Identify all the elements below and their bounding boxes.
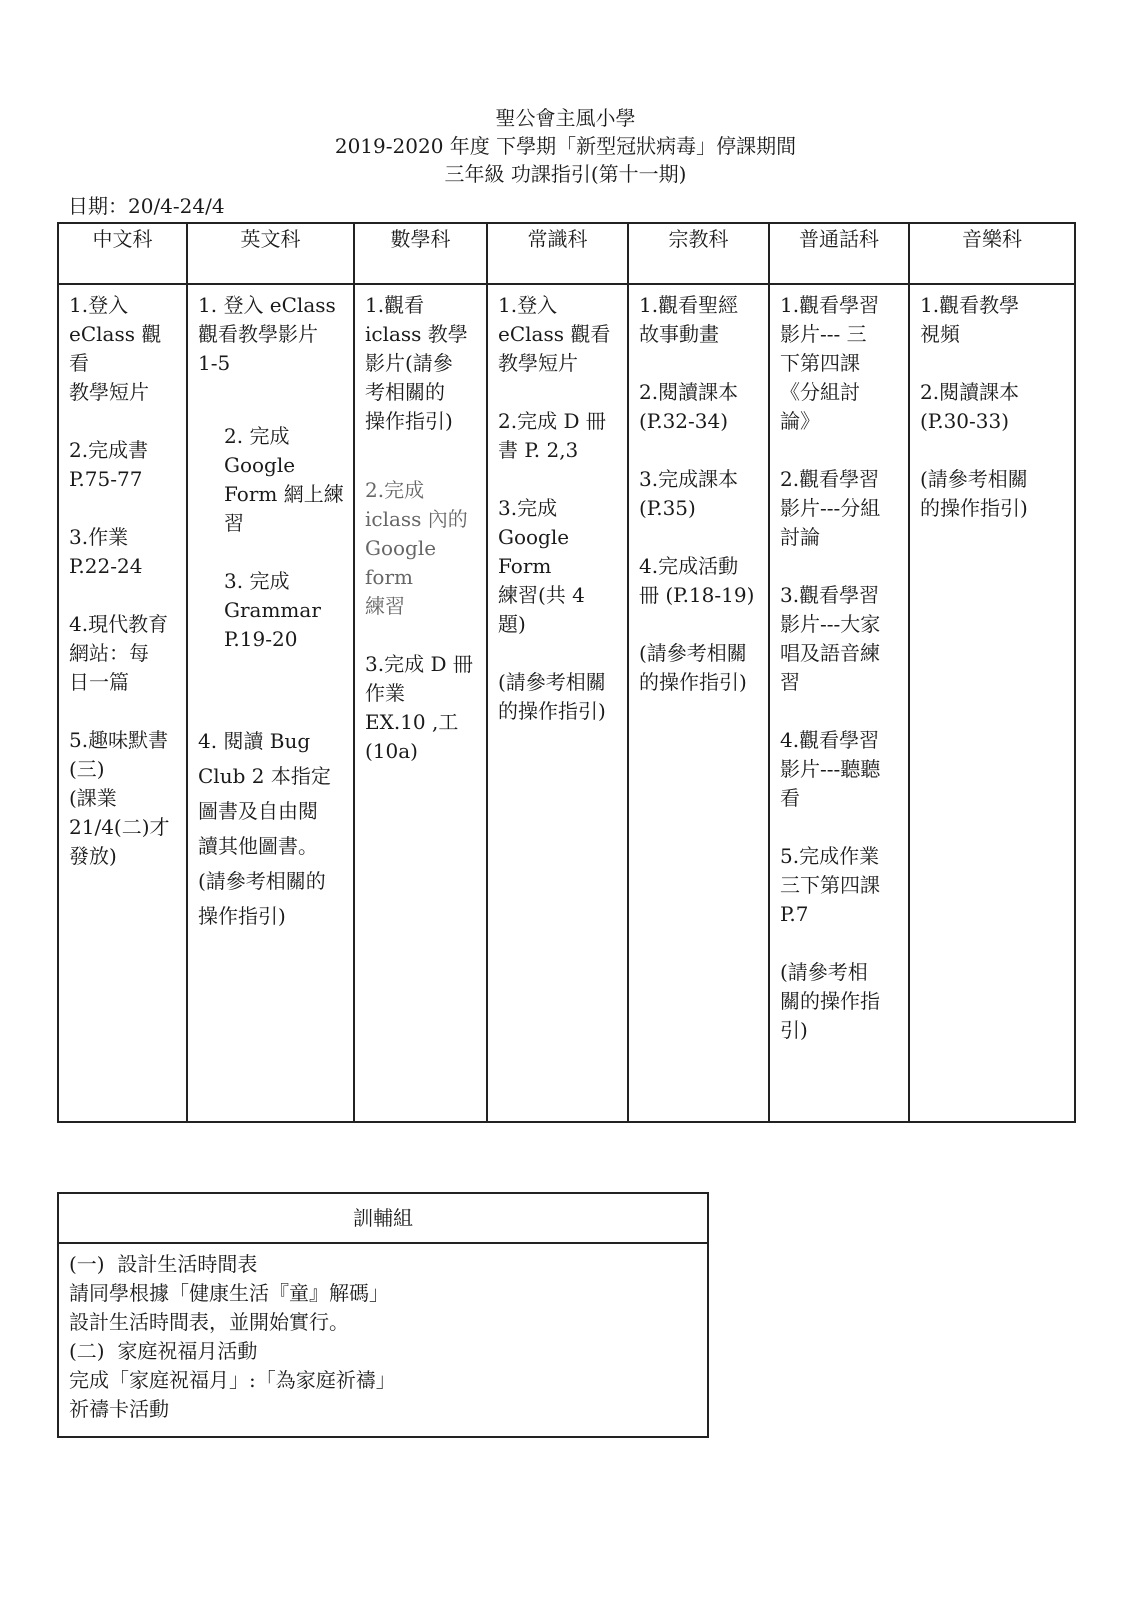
guidance-title: 訓輔組	[59, 1194, 707, 1244]
subject-header-english: 英文科	[187, 223, 354, 284]
task-item: 2.閱讀課本 (P.30-33)	[920, 380, 1020, 433]
tasks-math	[354, 284, 487, 1122]
task-item	[365, 476, 478, 621]
task-item: 2.閱讀課本 (P.32-34)	[639, 380, 739, 433]
task-item: 2.完成書 P.75-77	[69, 438, 149, 491]
homework-guide-title: 三年級 功課指引(第十一期)	[444, 162, 687, 186]
subject-header-music: 音樂科	[909, 223, 1075, 284]
task-item: (請參考相關 的操作指引)	[639, 641, 747, 694]
guidance-line: (二) 家庭祝福月活動	[69, 1339, 258, 1363]
guidance-line: 完成「家庭祝福月」:「為家庭祈禱」	[69, 1368, 396, 1392]
tasks-general-studies	[487, 284, 628, 1122]
subject-header-religion: 宗教科	[628, 223, 769, 284]
task-item: 1.登入 eClass 觀看 教學短片	[498, 293, 611, 375]
guidance-line: (一) 設計生活時間表	[69, 1252, 258, 1276]
task-item: 3.完成 D 冊 作業 EX.10 ,工 (10a)	[365, 652, 473, 763]
term-title: 2019-2020 年度 下學期「新型冠狀病毒」停課期間	[334, 134, 797, 158]
task-item: 4. 閱讀 Bug Club 2 本指定 圖書及自由閱 讀其他圖書。 (請參考相關的 操作指引)	[198, 729, 331, 928]
task-item: 4.完成活動 冊 (P.18-19)	[639, 554, 755, 607]
task-item: 4.觀看學習 影片---聽聽 看	[780, 728, 881, 810]
task-item: 2.觀看學習 影片---分組 討論	[780, 467, 881, 549]
guidance-box	[57, 1192, 709, 1438]
task-item: 1.觀看 iclass 教學 影片(請參 考相關的 操作指引)	[365, 293, 468, 433]
task-item: 4.現代教育 網站：每 日一篇	[69, 612, 169, 694]
task-item: 3.觀看學習 影片---大家 唱及語音練 習	[780, 583, 881, 694]
document-header	[0, 104, 1131, 188]
task-item: 1.觀看教學 視頻	[920, 293, 1020, 346]
subject-header-general-studies: 常識科	[487, 223, 628, 284]
date-range: 日期：20/4-24/4	[68, 194, 225, 218]
guidance-line: 設計生活時間表，並開始實行。	[69, 1310, 349, 1334]
task-item-text: 2.完成 iclass 內的 Google form 練習	[365, 478, 468, 618]
task-item: 2.完成 D 冊 書 P. 2,3	[498, 409, 606, 462]
school-name: 聖公會主風小學	[495, 106, 636, 130]
tasks-row	[58, 284, 1075, 1122]
tasks-religion	[628, 284, 769, 1122]
task-item: 1.觀看聖經 故事動畫	[639, 293, 739, 346]
task-item: 3. 完成 Grammar P.19-20	[224, 569, 321, 651]
tasks-english	[187, 284, 354, 1122]
guidance-body	[59, 1244, 707, 1436]
tasks-chinese	[58, 284, 187, 1122]
subject-header-chinese: 中文科	[58, 223, 187, 284]
task-item: (請參考相 關的操作指 引)	[780, 960, 880, 1042]
task-item: 1.登入 eClass 觀看 教學短片	[69, 293, 162, 404]
subject-header-math: 數學科	[354, 223, 487, 284]
subject-header-putonghua: 普通話科	[769, 223, 909, 284]
task-item: 5.趣味默書 (三) (課業 21/4(二)才 發放)	[69, 728, 170, 868]
task-item: 1.觀看學習 影片--- 三 下第四課 《分組討 論》	[780, 293, 880, 433]
guidance-line: 請同學根據「健康生活『童』解碼」	[69, 1281, 389, 1305]
task-item: 5.完成作業 三下第四課 P.7	[780, 844, 880, 926]
task-item: 3.作業 P.22-24	[69, 525, 143, 578]
homework-table	[57, 222, 1076, 1123]
tasks-music	[909, 284, 1075, 1122]
task-item: (請參考相關 的操作指引)	[920, 467, 1028, 520]
task-item: 3.完成 Google Form 練習(共 4 題)	[498, 496, 585, 636]
guidance-line: 祈禱卡活動	[69, 1397, 169, 1421]
task-item: 1. 登入 eClass 觀看教學影片 1-5	[198, 293, 336, 375]
subject-header-row	[58, 223, 1075, 284]
task-item: 2. 完成 Google Form 網上練 習	[224, 424, 344, 535]
tasks-putonghua	[769, 284, 909, 1122]
task-item: (請參考相關 的操作指引)	[498, 670, 606, 723]
task-item: 3.完成課本 (P.35)	[639, 467, 739, 520]
